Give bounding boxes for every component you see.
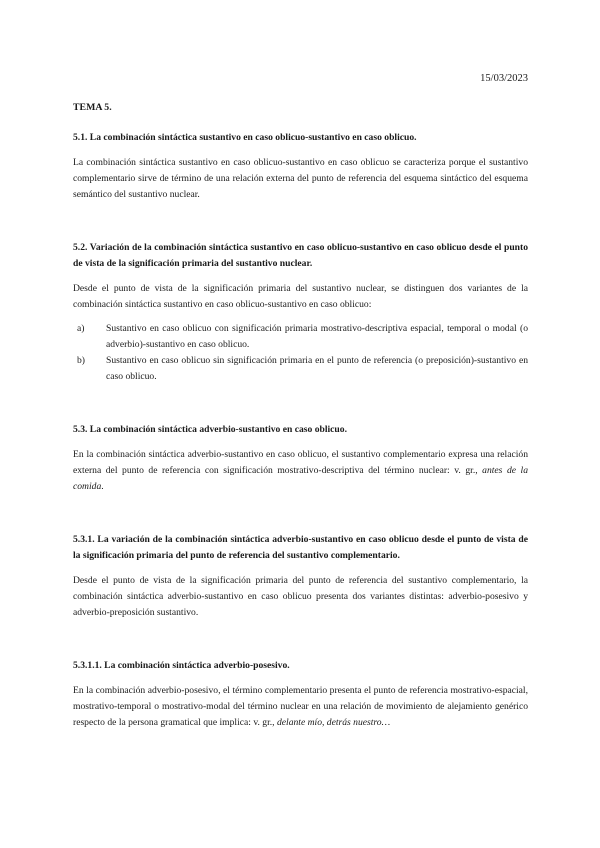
list-item (73, 353, 528, 385)
list-item (73, 321, 528, 353)
document-content (73, 100, 528, 731)
body-text: En la combinación sintáctica adverbio-sustantivo en caso oblicuo, el sustantivo complementario expresa una relación externa del punto de referencia con significación mostrativo-descriptiva del término nuclear: v. gr., (73, 449, 528, 476)
section-heading-5-3-1-1: 5.3.1.1. La combinación sintáctica adverbio-posesivo. (73, 660, 290, 671)
body-text: En la combinación adverbio-posesivo, el término complementario presenta el punto de referencia mostrativo-espacial, mostrativo-temporal o mostrativo-modal del término nuclear en una relación de movimiento de alejamiento genérico respecto de la persona gramatical que implica: v. gr., (73, 685, 528, 728)
section-body-5-3-1: Desde el punto de vista de la significación primaria del punto de referencia del sustantivo complementario, la combinación sintáctica adverbio-sustantivo en caso oblicuo presenta dos variantes distintas: adverbio-posesivo y adverbio-preposición sustantivo. (73, 575, 528, 618)
section-body-5-2: Desde el punto de vista de la significación primaria del sustantivo nuclear, se distinguen dos variantes de la combinación sintáctica sustantivo en caso oblicuo-sustantivo en caso oblicuo: (73, 283, 528, 310)
section-body-5-3 (73, 447, 528, 495)
example-phrase: delante mío, detrás nuestro… (276, 717, 391, 728)
section-heading-5-1: 5.1. La combinación sintáctica sustantivo en caso oblicuo-sustantivo en caso oblicuo. (73, 132, 417, 143)
section-body-5-1: La combinación sintáctica sustantivo en caso oblicuo-sustantivo en caso oblicuo se caracteriza porque el sustantivo complementario sirve de término de una relación externa del punto de referencia del esquema sintáctico del esquema semántico del sustantivo nuclear. (73, 157, 528, 200)
list-item-text: Sustantivo en caso oblicuo sin significación primaria en el punto de referencia (o preposición)-sustantivo en caso oblicuo. (106, 355, 528, 382)
list-marker: a) (77, 323, 85, 334)
section-heading-5-3-1: 5.3.1. La variación de la combinación sintáctica adverbio-sustantivo en caso oblicuo desde el punto de vista de la significación primaria del punto de referencia del sustantivo complementario. (73, 534, 528, 561)
document-date: 15/03/2023 (480, 73, 528, 84)
section-body-5-3-1-1 (73, 683, 528, 731)
document-title: TEMA 5. (73, 102, 112, 113)
section-heading-5-3: 5.3. La combinación sintáctica adverbio-sustantivo en caso oblicuo. (73, 424, 347, 435)
example-phrase: antes de la comida (73, 465, 528, 492)
variant-list (73, 321, 528, 385)
body-text-end: . (101, 481, 104, 492)
list-item-text: Sustantivo en caso oblicuo con significación primaria mostrativo-descriptiva espacial, temporal o modal (o adverbio)-sustantivo en caso oblicuo. (106, 323, 528, 350)
section-heading-5-2: 5.2. Variación de la combinación sintáctica sustantivo en caso oblicuo-sustantivo en caso oblicuo desde el punto de vista de la significación primaria del sustantivo nuclear. (73, 242, 528, 269)
list-marker: b) (77, 355, 85, 366)
